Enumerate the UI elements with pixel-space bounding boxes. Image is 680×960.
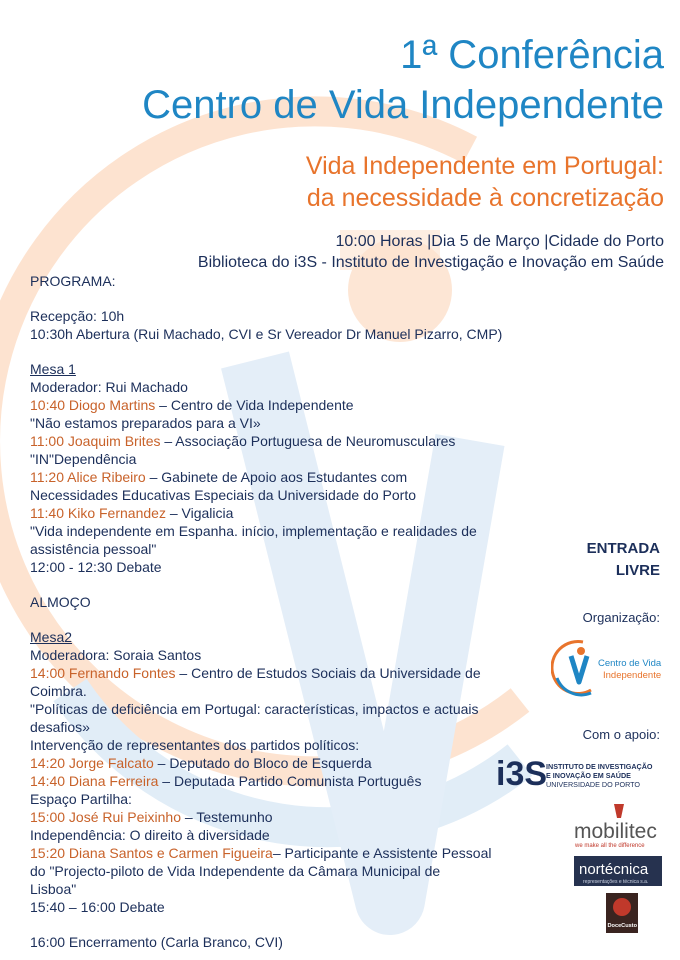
closing-line: 16:00 Encerramento (Carla Branco, CVI)	[30, 934, 283, 950]
subtitle-line-1: Vida Independente em Portugal:	[305, 152, 664, 180]
mesa2-affiliation-5b: do "Projecto-piloto de Vida Independente da Câmara Municipal de	[30, 863, 441, 879]
cvi-logo	[551, 636, 663, 698]
mesa2-intervention: Intervenção de representantes dos partidos políticos:	[30, 737, 360, 753]
speaker-name: 14:20 Jorge Falcato	[30, 755, 154, 771]
entry-line-2: LIVRE	[615, 562, 660, 579]
mesa1-talk-2: "IN"Dependência	[30, 451, 137, 467]
lunch-line: ALMOÇO	[30, 594, 91, 610]
mesa2-speaker-4	[30, 808, 550, 826]
subtitle-line-2: da necessidade à concretização	[306, 184, 664, 212]
mesa1-talk-1: "Não estamos preparados para a VI»	[30, 415, 261, 431]
mesa2-debate: 15:40 – 16:00 Debate	[30, 899, 165, 915]
speaker-affiliation: – Participante e Assistente Pessoal	[272, 845, 492, 861]
docecusto-logo	[606, 893, 638, 933]
nortecnica-logo-text: nortécnica	[579, 861, 649, 878]
mesa1-heading: Mesa 1	[30, 361, 76, 377]
speaker-name: 14:40 Diana Ferreira	[30, 773, 159, 789]
mesa2-affiliation-1b: Coimbra.	[30, 683, 87, 699]
title-line-2: Centro de Vida Independente	[142, 83, 664, 127]
mesa2-affiliation-5c: Lisboa"	[30, 881, 77, 897]
programme-heading: PROGRAMA:	[30, 273, 116, 289]
speaker-affiliation: – Gabinete de Apoio aos Estudantes com	[145, 469, 408, 485]
mesa1-talk-4a: "Vida independente em Espanha. início, implementação e realidades de	[30, 523, 477, 539]
speaker-affiliation: – Centro de Estudos Sociais da Universidade de	[175, 665, 481, 681]
mesa1-speaker-3	[30, 468, 550, 486]
support-label: Com o apoio:	[582, 727, 660, 742]
mesa2-speaker-5	[30, 844, 550, 862]
entry-line-1: ENTRADA	[586, 540, 660, 557]
mesa2-speaker-2	[30, 754, 550, 772]
cvi-logo-text-2: Independente	[603, 670, 662, 681]
speaker-name: 15:00 José Rui Peixinho	[30, 809, 181, 825]
event-info	[198, 231, 664, 273]
conference-subtitle	[306, 150, 664, 214]
nortecnica-logo	[574, 856, 662, 886]
title-line-1: 1ª Conferência	[400, 33, 664, 77]
event-venue-line: Biblioteca do i3S - Instituto de Investigação e Inovação em Saúde	[197, 254, 664, 271]
speaker-name: 11:40 Kiko Fernandez	[30, 505, 166, 521]
mobilitec-logo	[574, 800, 666, 850]
i3s-logo-text-1: INSTITUTO DE INVESTIGAÇÃO	[546, 762, 653, 771]
speaker-name: 11:00 Joaquim Brites	[30, 433, 161, 449]
nortecnica-logo-tagline: representações e técnica s.a.	[583, 879, 649, 885]
organization-label: Organização:	[582, 610, 660, 625]
i3s-logo	[496, 752, 668, 792]
speaker-name: 15:20 Diana Santos e Carmen Figueira	[30, 845, 273, 861]
mesa2-talk-1b: desafios»	[30, 719, 90, 735]
mesa1-speaker-1	[30, 396, 550, 414]
conference-title	[142, 30, 664, 130]
speaker-affiliation: – Deputado do Bloco de Esquerda	[153, 755, 372, 771]
speaker-name: 10:40 Diogo Martins	[30, 397, 156, 413]
mesa2-sharing-space: Espaço Partilha:	[30, 791, 132, 807]
speaker-affiliation: – Deputada Partido Comunista Português	[158, 773, 422, 789]
mesa1-talk-4b: assistência pessoal"	[30, 541, 157, 557]
reception-line: Recepção: 10h	[30, 308, 125, 324]
i3s-logo-text-2: E INOVAÇÃO EM SAÚDE	[546, 771, 631, 780]
cvi-logo-text-1: Centro de Vida	[598, 658, 662, 669]
mesa1-affiliation-3b: Necessidades Educativas Especiais da Universidade do Porto	[30, 487, 416, 503]
speaker-affiliation: – Associação Portuguesa de Neuromusculares	[160, 433, 456, 449]
mobilitec-logo-tagline: we make all the difference	[575, 843, 645, 849]
mobilitec-logo-text: mobilitec	[574, 820, 657, 843]
speaker-affiliation: – Testemunho	[181, 809, 273, 825]
free-entry-notice	[587, 538, 660, 582]
speaker-affiliation: – Vigalicia	[165, 505, 234, 521]
mesa2-talk-1a: "Políticas de deficiência em Portugal: características, impactos e actuais	[30, 701, 479, 717]
i3s-logo-text-3: UNIVERSIDADE DO PORTO	[546, 780, 640, 789]
speaker-name: 11:20 Alice Ribeiro	[30, 469, 146, 485]
programme	[30, 272, 550, 951]
mesa1-debate: 12:00 - 12:30 Debate	[30, 559, 162, 575]
docecusto-logo-text: DoceCusto	[607, 923, 638, 929]
opening-line: 10:30h Abertura (Rui Machado, CVI e Sr Vereador Dr Manuel Pizarro, CMP)	[30, 326, 503, 342]
mesa1-speaker-4	[30, 504, 550, 522]
mesa2-speaker-1	[30, 664, 550, 682]
speaker-affiliation: – Centro de Vida Independente	[155, 397, 354, 413]
mesa2-moderator: Moderadora: Soraia Santos	[30, 647, 202, 663]
event-date-line: 10:00 Horas |Dia 5 de Março |Cidade do Porto	[335, 233, 664, 250]
mesa1-moderator: Moderador: Rui Machado	[30, 379, 188, 395]
mesa2-speaker-3	[30, 772, 550, 790]
mesa2-heading: Mesa2	[30, 629, 73, 645]
speaker-name: 14:00 Fernando Fontes	[30, 665, 176, 681]
mesa1-speaker-2	[30, 432, 550, 450]
i3s-logo-mark: i3S	[496, 755, 548, 792]
mesa2-talk-4: Independência: O direito à diversidade	[30, 827, 270, 843]
